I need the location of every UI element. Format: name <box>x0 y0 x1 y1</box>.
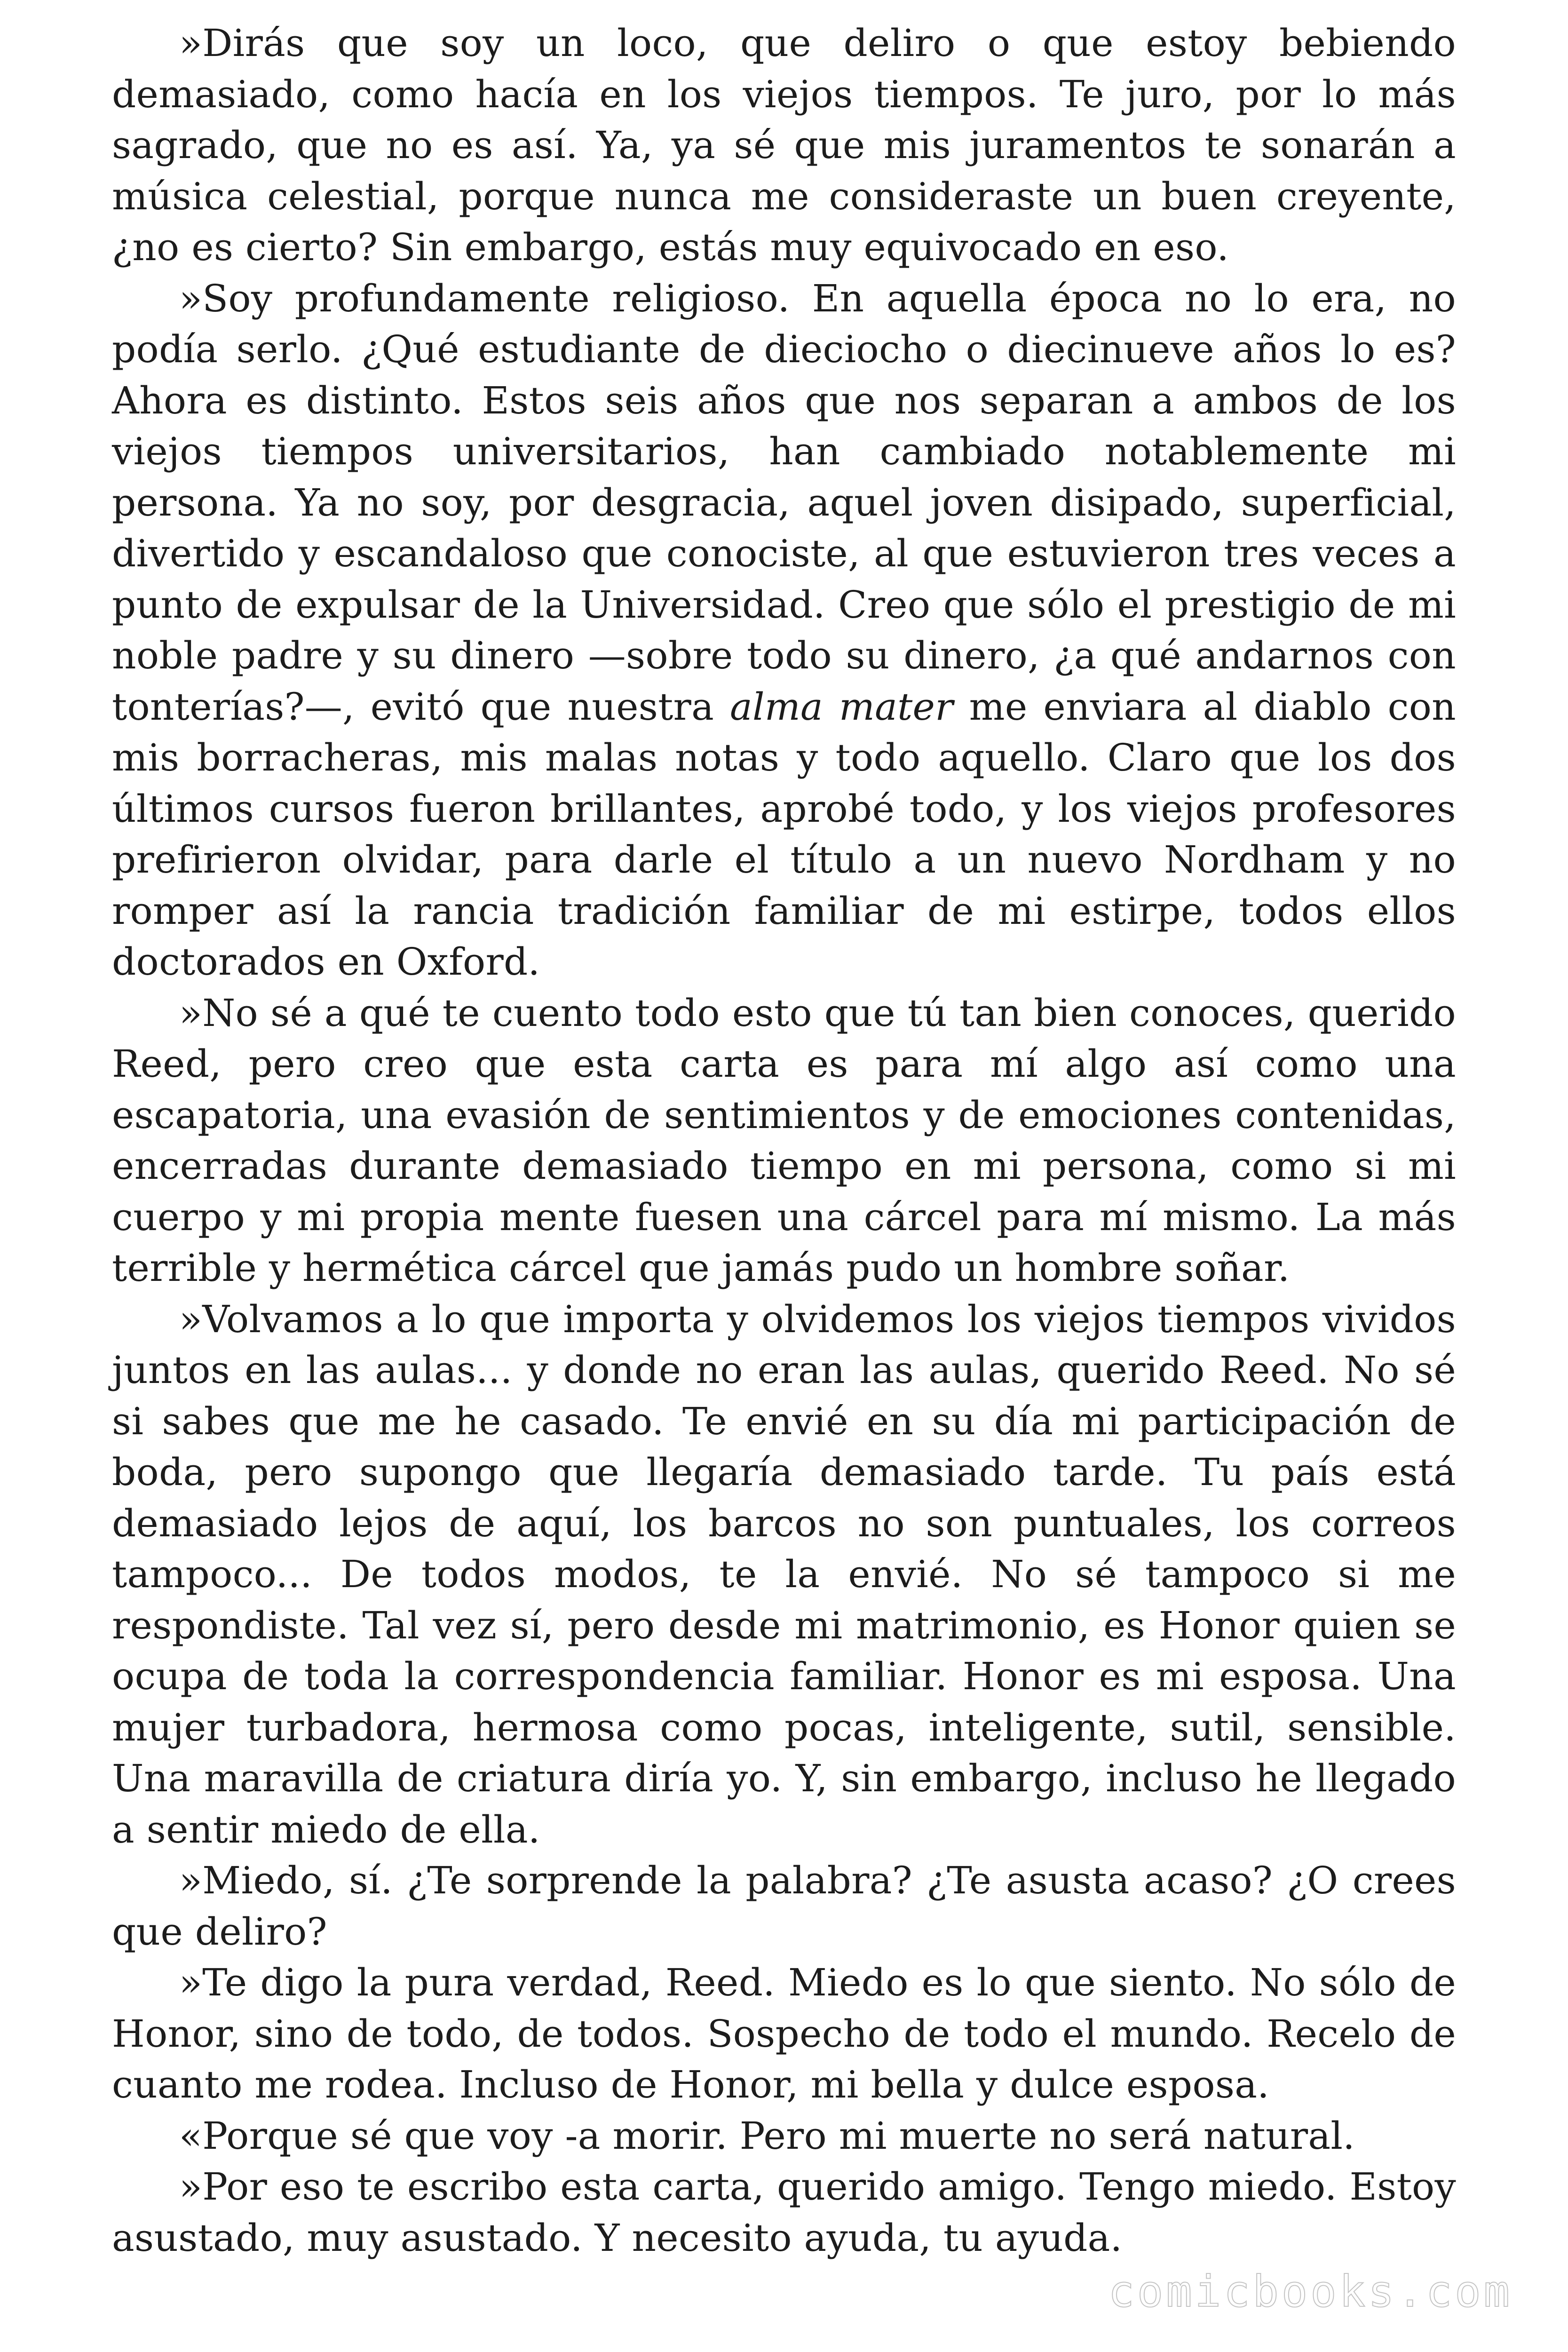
paragraph-8: »Por eso te escribo esta carta, querido amigo. Tengo miedo. Estoy asustado, muy asustado. Y necesito ayuda, tu ayuda. <box>112 2165 1456 2260</box>
watermark: comicbooks.com <box>1108 2266 1513 2317</box>
paragraph-3: »No sé a qué te cuento todo esto que tú tan bien conoces, querido Reed, pero creo que esta carta es para mí algo así como una escapatoria, una evasión de sentimientos y de emociones contenidas, encerradas durante demasiado tiempo en mi persona, como si mi cuerpo y mi propia mente fuesen una cárcel para mí mismo. La más terrible y hermética cárcel que jamás pudo un hombre soñar. <box>112 991 1456 1290</box>
book-page-body <box>112 18 1456 2264</box>
italic-phrase: alma mater <box>730 684 953 729</box>
paragraph-7: «Porque sé que voy -a morir. Pero mi muerte no será natural. <box>179 2114 1355 2158</box>
paragraph-4: »Volvamos a lo que importa y olvidemos los viejos tiempos vividos juntos en las aulas... y donde no eran las aulas, querido Reed. No sé si sabes que me he casado. Te envié en su día mi participación de boda, pero supongo que llegaría demasiado tarde. Tu país está demasiado lejos de aquí, los barcos no son puntuales, los correos tampoco... De todos modos, te la envié. No sé tampoco si me respondiste. Tal vez sí, pero desde mi matrimonio, es Honor quien se ocupa de toda la correspondencia familiar. Honor es mi esposa. Una mujer turbadora, hermosa como pocas, inteligente, sutil, sensible. Una maravilla de criatura diría yo. Y, sin embargo, incluso he llegado a sentir miedo de ella. <box>112 1297 1456 1851</box>
paragraph-6: »Te digo la pura verdad, Reed. Miedo es lo que siento. No sólo de Honor, sino de todo, de todos. Sospecho de todo el mundo. Recelo de cuanto me rodea. Incluso de Honor, mi bella y dulce esposa. <box>112 1961 1456 2106</box>
paragraph-5: »Miedo, sí. ¿Te sorprende la palabra? ¿Te asusta acaso? ¿O crees que deliro? <box>112 1859 1456 1954</box>
paragraph-2-text-end: me enviara al diablo con mis borracheras, mis malas notas y todo aquello. Claro que los dos últimos cursos fueron brillantes, aprobé todo, y los viejos profesores prefirieron olvidar, para darle el título a un nuevo Nordham y no romper así la rancia tradición familiar de mi estirpe, todos ellos doctorados en Oxford. <box>112 684 1456 984</box>
paragraph-1: »Dirás que soy un loco, que deliro o que estoy bebiendo demasiado, como hacía en los viejos tiempos. Te juro, por lo más sagrado, que no es así. Ya, ya sé que mis juramentos te sonarán a música celestial, porque nunca me consideraste un buen creyente, ¿no es cierto? Sin embargo, estás muy equivocado en eso. <box>112 21 1456 269</box>
paragraph-2-text-start: »Soy profundamente religioso. En aquella época no lo era, no podía serlo. ¿Qué estudiante de dieciocho o diecinueve años lo es? Ahora es distinto. Estos seis años que nos separan a ambos de los viejos tiempos universitarios, han cambiado notablemente mi persona. Ya no soy, por desgracia, aquel joven disipado, superficial, divertido y escandaloso que conociste, al que estuvieron tres veces a punto de expulsar de la Universidad. Creo que sólo el prestigio de mi noble padre y su dinero —sobre todo su dinero, ¿a qué andarnos con tonterías?—, evitó que nuestra <box>112 276 1456 729</box>
paragraph-2 <box>112 273 1456 988</box>
